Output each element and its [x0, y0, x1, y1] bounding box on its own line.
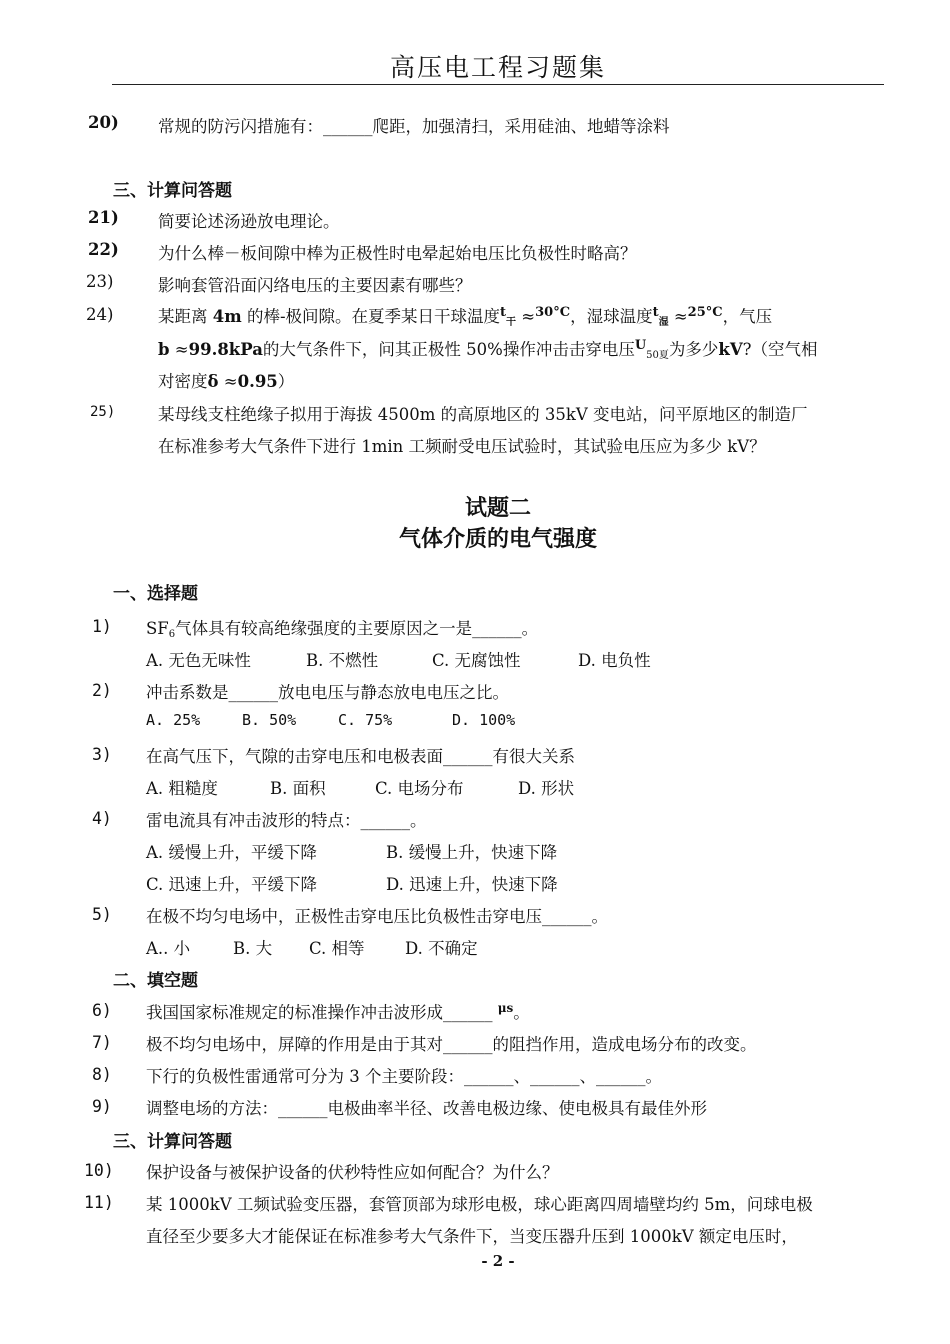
- q11-line-2: 直径至少要多大才能保证在标准参考大气条件下，当变压器升压到 1000kV 额定电压时，: [146, 1227, 798, 1246]
- option-c: C. 相等: [309, 939, 365, 958]
- exam-subtitle: 气体介质的电气强度: [398, 527, 597, 552]
- item-text: 调整电场的方法：______电极曲率半径、改善电极边缘、使电极具有最佳外形: [146, 1099, 707, 1118]
- item-number: 4): [92, 809, 112, 828]
- item-text: 影响套管沿面闪络电压的主要因素有哪些？: [158, 276, 472, 295]
- item-number: 6): [92, 1001, 112, 1020]
- item-text: 极不均匀电场中，屏障的作用是由于其对______的阻挡作用，造成电场分布的改变。: [146, 1035, 757, 1054]
- item-number: 1): [92, 617, 112, 636]
- page-header-title: 高压电工程习题集: [389, 53, 606, 82]
- item-number: 10): [84, 1161, 114, 1180]
- q24-line-2: b ≈99.8kPa的大气条件下，问其正极性 50%操作冲击击穿电压$^U_{50夏}$为多少kV?（空气相: [158, 338, 818, 361]
- item-number: 7): [92, 1033, 112, 1052]
- item-number: 9): [92, 1097, 112, 1116]
- item-number: 22): [88, 240, 119, 259]
- page-number: - 2 -: [481, 1252, 515, 1270]
- item-text: 常规的防污闪措施有：______爬距，加强清扫，采用硅油、地蜡等涂料: [158, 117, 670, 136]
- item-number: 23): [86, 272, 114, 291]
- item-number: 8): [92, 1065, 112, 1084]
- item-number: 21): [88, 208, 119, 227]
- q25-line-1: 某母线支柱绝缘子拟用于海拔 4500m 的高原地区的 35kV 变电站，问平原地区的制造厂: [158, 405, 808, 424]
- t-wet-symbol: $^t_湿$: [652, 305, 669, 328]
- option-a: A. 无色无味性: [146, 651, 251, 670]
- option-b: B. 面积: [270, 779, 326, 798]
- delta-symbol: δ: [207, 372, 219, 391]
- q24-line-3: 对密度δ ≈0.95）: [158, 372, 295, 391]
- option-b: B. 不燃性: [306, 651, 379, 670]
- exam-title: 试题二: [464, 496, 531, 521]
- option-a: A.. 小: [146, 939, 191, 958]
- option-d: D. 形状: [518, 779, 575, 798]
- option-c: C. 75%: [338, 711, 393, 729]
- header-rule: [112, 84, 884, 85]
- item-text: 为什么棒－板间隙中棒为正极性时电晕起始电压比负极性时略高？: [158, 244, 637, 263]
- option-b: B. 大: [233, 939, 273, 958]
- item-text: $SF_6$气体具有较高绝缘强度的主要原因之一是______。: [146, 619, 539, 640]
- item-text: 在高气压下，气隙的击穿电压和电极表面______有很大关系: [146, 747, 575, 766]
- item-number: 3): [92, 745, 112, 764]
- item-number: 25): [90, 404, 116, 420]
- section-heading: 二、填空题: [113, 971, 198, 991]
- q24-line-1: 某距离 4m 的棒-极间隙。在夏季某日干球温度$^t_干$ ≈$^{30^\circ C}$，湿球温度$^t_湿$ ≈$^{25^\circ C}$，气压: [158, 305, 773, 328]
- section-heading: 三、计算问答题: [113, 1132, 232, 1152]
- item-text: 在极不均匀电场中，正极性击穿电压比负极性击穿电压______。: [146, 907, 608, 926]
- option-c: C. 无腐蚀性: [432, 651, 521, 670]
- option-a: A. 缓慢上升，平缓下降: [146, 843, 317, 862]
- option-d: D. 不确定: [405, 939, 478, 958]
- option-d: D. 电负性: [578, 651, 651, 670]
- option-a: A. 粗糙度: [146, 779, 218, 798]
- t-dry-symbol: $^t_干$: [500, 305, 517, 328]
- option-c: C. 迅速上升，平缓下降: [146, 875, 318, 894]
- item-number: 24): [86, 305, 114, 324]
- option-b: B. 50%: [242, 711, 297, 729]
- item-number: 2): [92, 681, 112, 700]
- section-heading: 三、计算问答题: [113, 181, 232, 201]
- item-number: 5): [92, 905, 112, 924]
- q11-line-1: 某 1000kV 工频试验变压器，套管顶部为球形电极，球心距离四周墙壁均约 5m，问球电极: [146, 1195, 813, 1214]
- q25-line-2: 在标准参考大气条件下进行 1min 工频耐受电压试验时，其试验电压应为多少 kV？: [158, 437, 766, 456]
- item-number: 11): [84, 1193, 114, 1212]
- option-b: B. 缓慢上升，快速下降: [386, 843, 558, 862]
- item-number: 20): [88, 113, 119, 132]
- item-text: 下行的负极性雷通常可分为 3 个主要阶段：______、______、______。: [146, 1067, 662, 1086]
- item-text: 雷电流具有冲击波形的特点：______。: [146, 811, 427, 830]
- item-text: 冲击系数是______放电电压与静态放电电压之比。: [146, 683, 509, 702]
- item-text: 我国国家标准规定的标准操作冲击波形成______ $^{\mu s}$。: [146, 1001, 530, 1022]
- option-a: A. 25%: [146, 711, 201, 729]
- option-d: D. 迅速上升，快速下降: [386, 875, 558, 894]
- option-c: C. 电场分布: [375, 779, 464, 798]
- item-text: 保护设备与被保护设备的伏秒特性应如何配合？为什么？: [146, 1163, 559, 1182]
- item-text: 简要论述汤逊放电理论。: [158, 212, 340, 231]
- option-d: D. 100%: [452, 711, 516, 729]
- microsecond-unit: μs: [497, 1001, 514, 1015]
- section-heading: 一、选择题: [113, 584, 198, 604]
